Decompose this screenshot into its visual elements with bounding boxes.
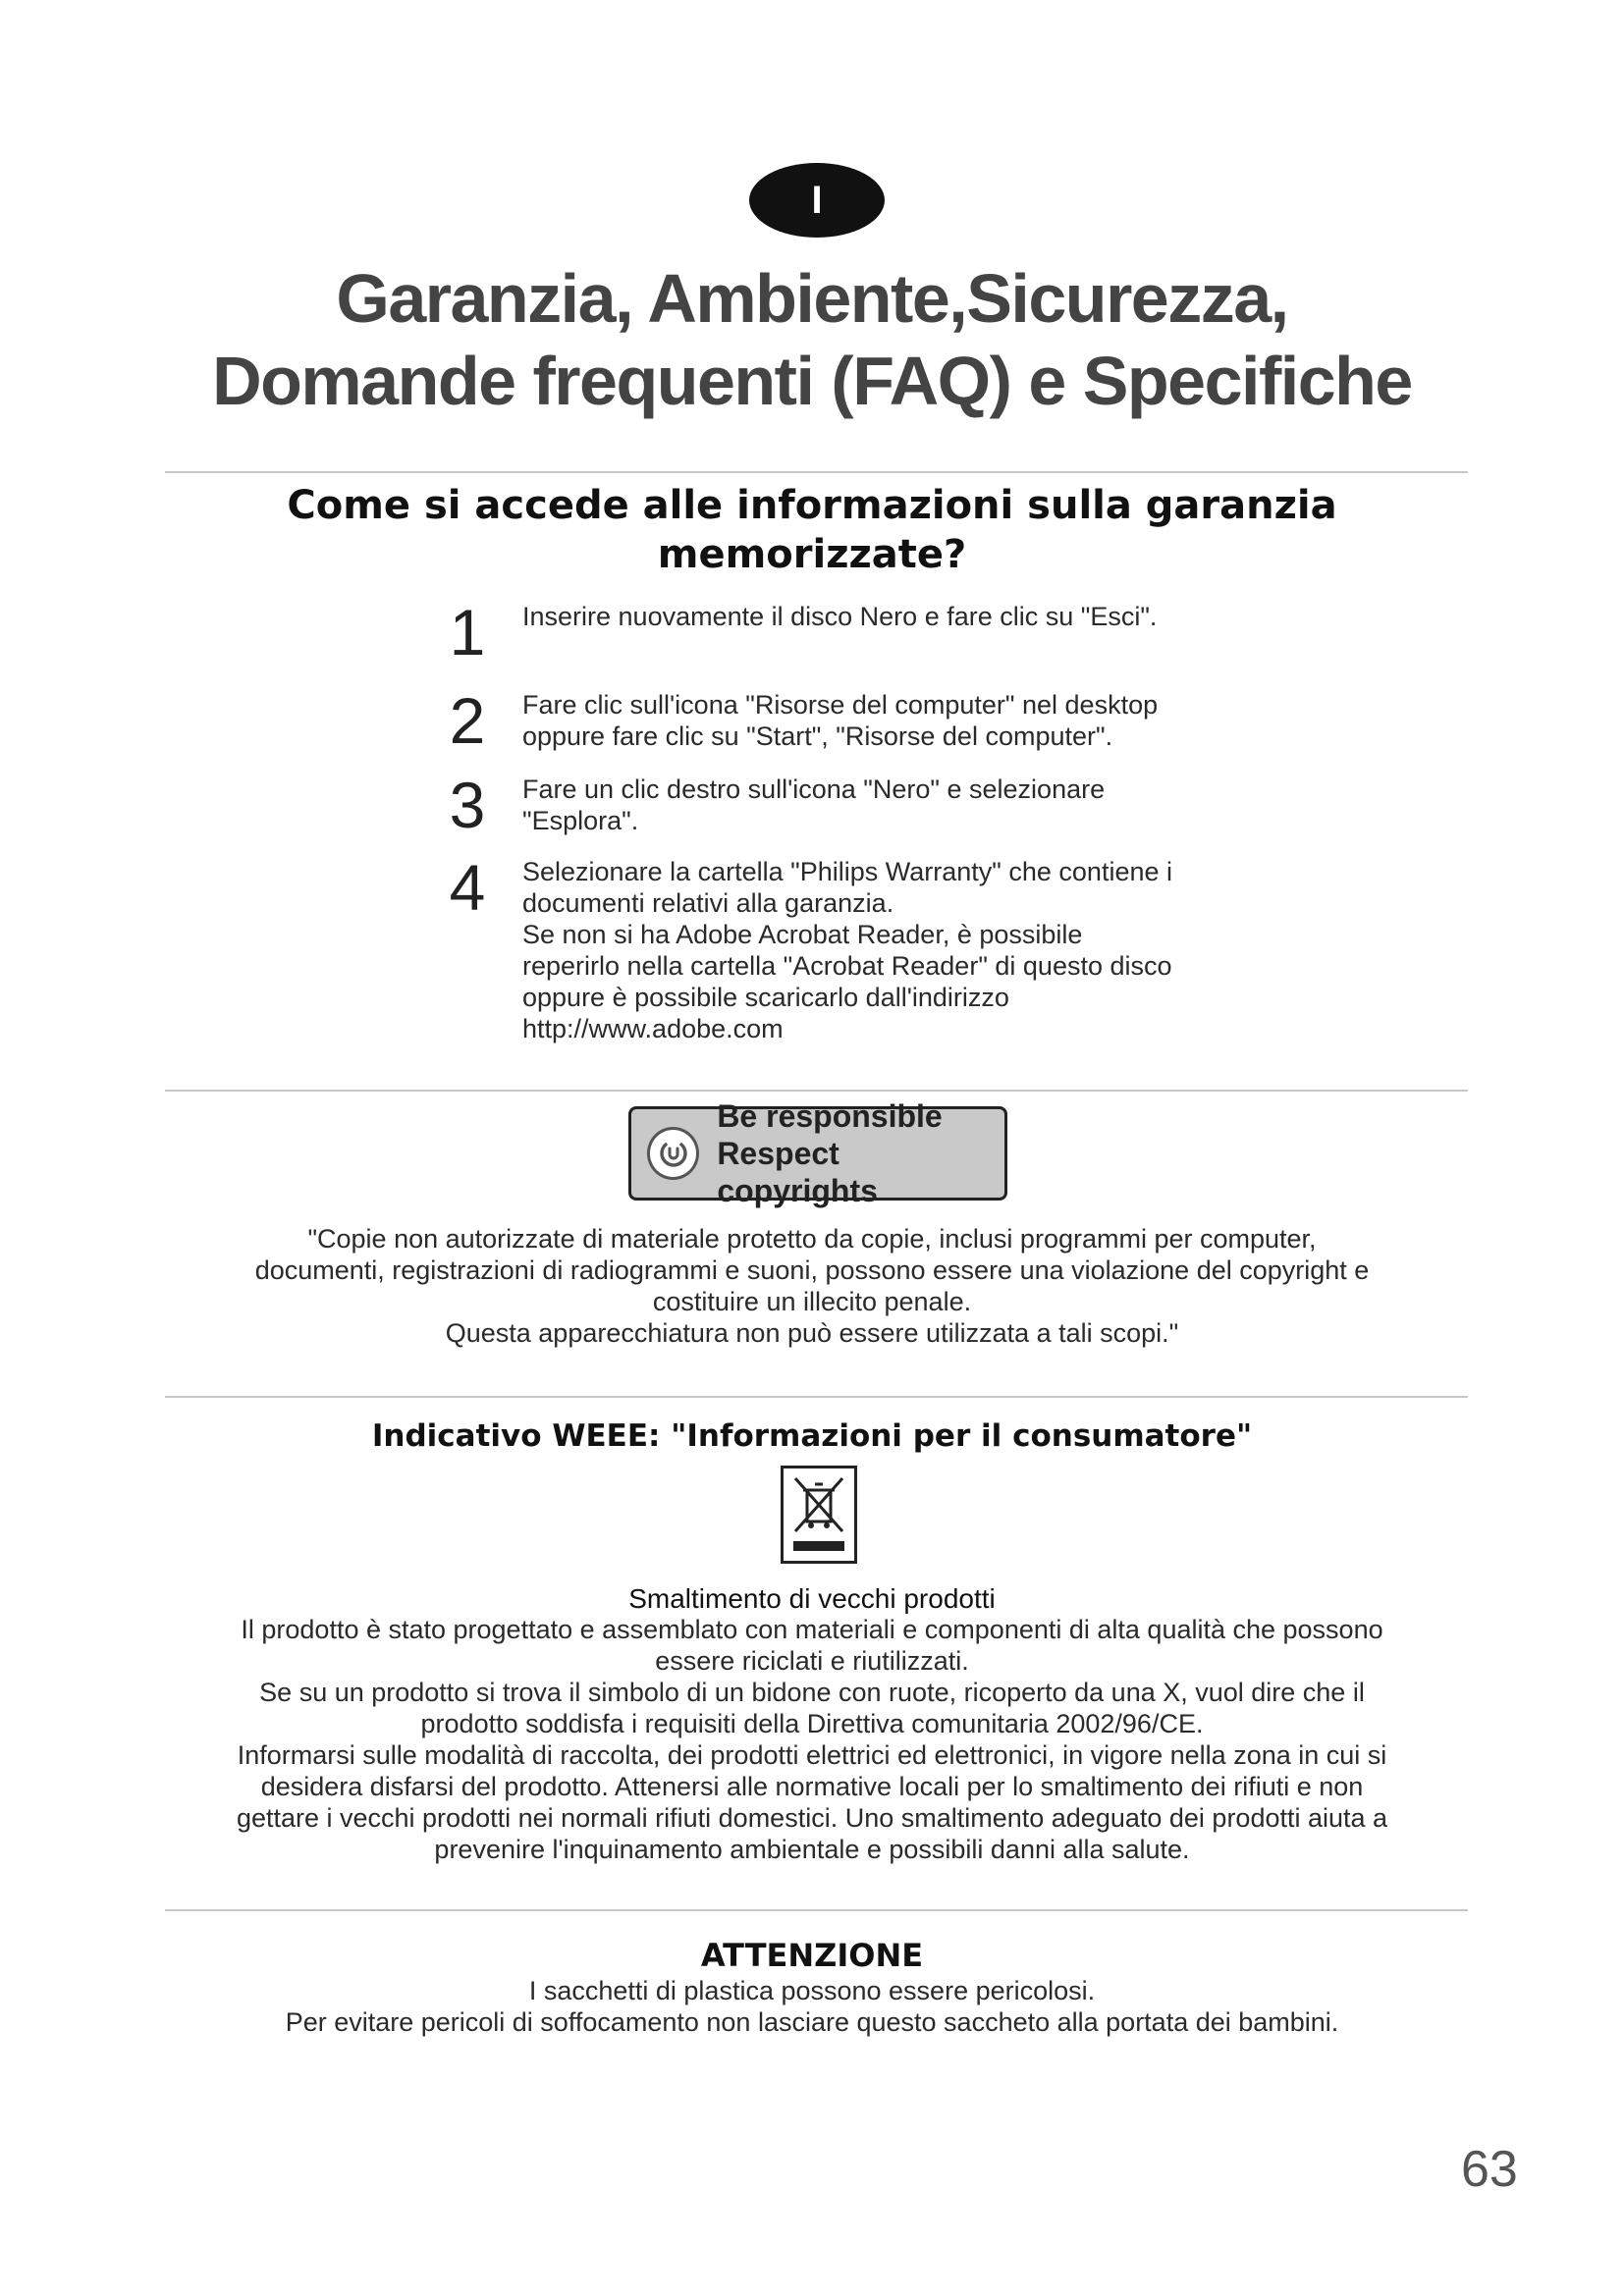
faq-step-2 <box>432 684 1316 757</box>
step-line: Fare un clic destro sull'icona "Nero" e selezionare <box>522 774 1106 804</box>
attention-line: I sacchetti di plastica possono essere pericolosi. <box>528 1976 1096 2005</box>
copyright-badge <box>628 1098 1007 1208</box>
faq-section-title <box>0 481 1624 579</box>
adobe-url[interactable]: http://www.adobe.com <box>522 1014 784 1043</box>
weee-line: desidera disfarsi del prodotto. Attenersi alle normative locali per lo smaltimento dei rifiuti e non <box>260 1772 1364 1801</box>
step-line: Fare clic sull'icona "Risorse del computer" nel desktop <box>522 690 1159 720</box>
weee-paragraph <box>0 1614 1624 1865</box>
weee-line: prodotto soddisfa i requisiti della Direttiva comunitaria 2002/96/CE. <box>420 1709 1204 1738</box>
notice-line: costituire un illecito penale. <box>652 1287 972 1316</box>
weee-line: Informarsi sulle modalità di raccolta, dei prodotti elettrici ed elettronici, in vigore nella zona in cui si <box>237 1740 1387 1770</box>
badge-line-1: Be responsible <box>717 1098 943 1134</box>
weee-line: Se su un prodotto si trova il simbolo di un bidone con ruote, ricoperto da una X, vuol dire che il <box>259 1678 1365 1707</box>
page-title <box>0 257 1624 422</box>
step-number: 1 <box>449 596 486 668</box>
step-number: 4 <box>449 851 486 924</box>
crossed-out-wheelie-bin-icon <box>781 1466 857 1564</box>
page-title-line-2: Domande frequenti (FAQ) e Specifiche <box>212 343 1412 419</box>
badge-line-2: Respect copyrights <box>717 1136 878 1208</box>
disposal-heading: Smaltimento di vecchi prodotti <box>628 1583 996 1614</box>
notice-line: "Copie non autorizzate di materiale protetto da copie, inclusi programmi per computer, <box>307 1224 1317 1254</box>
faq-step-4 <box>432 851 1316 1044</box>
faq-title-line-1: Come si accede alle informazioni sulla garanzia <box>287 483 1337 528</box>
language-badge: I <box>749 163 885 238</box>
step-line: "Esplora". <box>522 806 639 835</box>
weee-line: essere riciclati e riutilizzati. <box>655 1646 969 1676</box>
weee-section-title: Indicativo WEEE: "Informazioni per il consumatore" <box>371 1418 1253 1454</box>
step-number: 3 <box>449 769 486 841</box>
step-line: oppure fare clic su "Start", "Risorse del computer". <box>522 721 1113 751</box>
attention-line: Per evitare pericoli di soffocamento non lasciare questo saccheto alla portata dei bambini. <box>285 2007 1339 2037</box>
divider <box>165 1909 1468 1911</box>
faq-step-1 <box>432 596 1316 668</box>
weee-line: Il prodotto è stato progettato e assemblato con materiali e componenti di alta qualità che possono <box>241 1615 1383 1644</box>
attention-title: ATTENZIONE <box>700 1937 924 1974</box>
faq-title-line-2: memorizzate? <box>657 532 967 577</box>
step-line: documenti relativi alla garanzia. <box>522 888 894 918</box>
divider <box>165 1396 1468 1398</box>
notice-line: documenti, registrazioni di radiogrammi e suoni, possono essere una violazione del copyright e <box>254 1255 1370 1285</box>
faq-step-3 <box>432 769 1316 841</box>
step-line: Se non si ha Adobe Acrobat Reader, è possibile <box>522 920 1083 949</box>
page-title-line-1: Garanzia, Ambiente,Sicurezza, <box>336 260 1288 337</box>
copyright-badge-text <box>717 1097 1004 1209</box>
step-text <box>503 774 1105 836</box>
step-line: Inserire nuovamente il disco Nero e fare clic su "Esci". <box>522 602 1158 631</box>
copyright-notice <box>0 1223 1624 1349</box>
step-text <box>503 601 1157 664</box>
step-line: reperirlo nella cartella "Acrobat Reader" di questo disco <box>522 951 1172 981</box>
attention-text <box>0 1975 1624 2038</box>
divider <box>165 471 1468 473</box>
weee-line: prevenire l'inquinamento ambientale e possibili danni alla salute. <box>434 1835 1190 1864</box>
weee-line: gettare i vecchi prodotti nei normali rifiuti domestici. Uno smaltimento adeguato dei prodotti aiuta a <box>236 1803 1388 1833</box>
step-text <box>503 856 1172 1044</box>
step-line: oppure è possibile scaricarlo dall'indirizzo <box>522 983 1009 1012</box>
copyright-respect-icon <box>647 1127 699 1180</box>
step-line: Selezionare la cartella "Philips Warranty" che contiene i <box>522 857 1172 886</box>
divider <box>165 1090 1468 1092</box>
notice-line: Questa apparecchiatura non può essere utilizzata a tali scopi." <box>445 1318 1179 1348</box>
step-number: 2 <box>449 684 486 757</box>
step-text <box>503 689 1158 752</box>
page-number: 63 <box>1461 2141 1518 2198</box>
